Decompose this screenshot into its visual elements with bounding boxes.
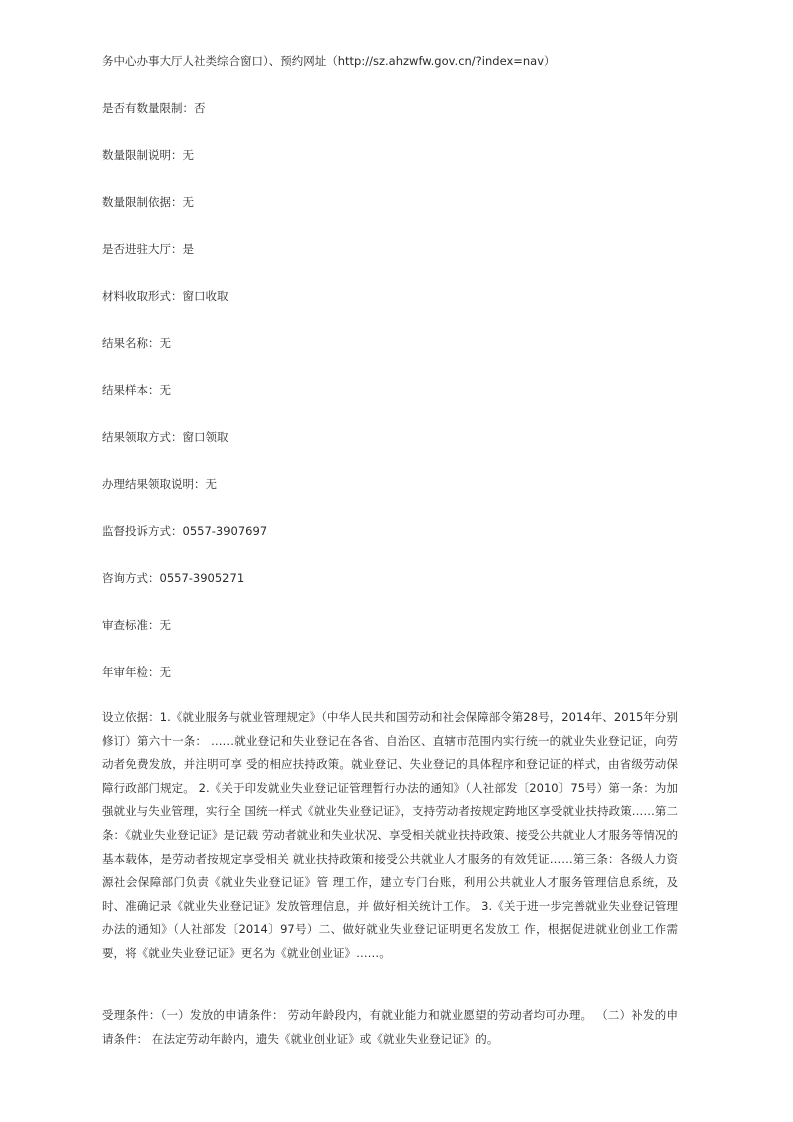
line-value: 无 [182,148,194,162]
basis-label: 设立依据： [102,710,160,724]
line-label: 结果样本： [102,383,160,397]
line-value: 无 [159,618,171,632]
line-consult-phone [102,570,244,586]
line-result-sample [102,382,171,398]
line-value: 0557-3907697 [182,524,268,538]
line-value: 无 [205,477,217,491]
line-complaint-phone [102,523,267,539]
line-label: 是否进驻大厅： [102,242,183,256]
line-label: 年审年检： [102,665,160,679]
line-label: 结果领取方式： [102,430,183,444]
line-value: 无 [159,336,171,350]
line-review-standard [102,617,171,633]
line-value: 无 [159,665,171,679]
line-quantity-limit-basis [102,194,194,210]
line-value: 否 [194,101,206,115]
line-label: 办理结果领取说明： [102,477,206,491]
line-value: 务中心办事大厅人社类综合窗口）、预约网址（http://sz.ahzwfw.gov.cn/?index=nav） [102,54,556,68]
line-result-pickup-desc [102,476,217,492]
conditions-text: （一）发放的申请条件： 劳动年龄段内，有就业能力和就业愿望的劳动者均可办理。 （二）补发的申请条件： 在法定劳动年龄内，遗失《就业创业证》或《就业失业登记证》的。 [102,1008,679,1046]
line-value: 窗口领取 [182,430,229,444]
line-label: 数量限制说明： [102,148,183,162]
line-quantity-limit [102,100,206,116]
conditions-label: 受理条件： [102,1008,161,1022]
line-appointment-url [102,53,556,69]
conditions-paragraph [102,1004,678,1051]
line-quantity-limit-desc [102,147,194,163]
line-in-hall [102,241,194,257]
line-label: 数量限制依据： [102,195,183,209]
line-value: 无 [159,383,171,397]
line-result-name [102,335,171,351]
line-label: 咨询方式： [102,571,160,585]
line-material-collection [102,288,229,304]
line-label: 结果名称： [102,336,160,350]
basis-text: 1.《就业服务与就业管理规定》（中华人民共和国劳动和社会保障部令第28号，2014年、2015年分别修订）第六十一条： ……就业登记和失业登记在各省、自治区、直辖市范围内实行统一的就业失业登记证，向劳动者免费发放，并注明可享 受的相应扶持政策。就业登记、失业登记的具体程序和登记证的样式，由省级劳动保障行政部门规定。 2.《关于印发就业失业登记证管理暂行办法的通知》（人社部发〔2010〕75号）第一条：为加强就业与失业管理，实行全 国统一样式《就业失业登记证》，支持劳动者按规定跨地区享受就业扶持政策……第二条：《就业失业登记证》是记载 劳动者就业和失业状况、享受相关就业扶持政策、接受公共就业人才服务等情况的基本载体，是劳动者按规定享受相关 就业扶持政策和接受公共就业人才服务的有效凭证……第三条：各级人力资源社会保障部门负责《就业失业登记证》管 理工作，建立专门台账，利用公共就业人才服务管理信息系统，及时、准确记录《就业失业登记证》发放管理信息，并 做好相关统计工作。 3.《关于进一步完善就业失业登记管理办法的通知》（人社部发〔2014〕97号）二、做好就业失业登记证明更名发放工 作，根据促进就业创业工作需要，将《就业失业登记证》更名为《就业创业证》……。 [102,710,679,960]
line-value: 无 [182,195,194,209]
line-result-pickup [102,429,229,445]
basis-paragraph [102,706,678,966]
line-value: 窗口收取 [182,289,229,303]
line-label: 审查标准： [102,618,160,632]
line-label: 监督投诉方式： [102,524,183,538]
line-label: 是否有数量限制： [102,101,194,115]
line-label: 材料收取形式： [102,289,183,303]
line-value: 是 [182,242,194,256]
line-value: 0557-3905271 [159,571,245,585]
line-annual-review [102,664,171,680]
